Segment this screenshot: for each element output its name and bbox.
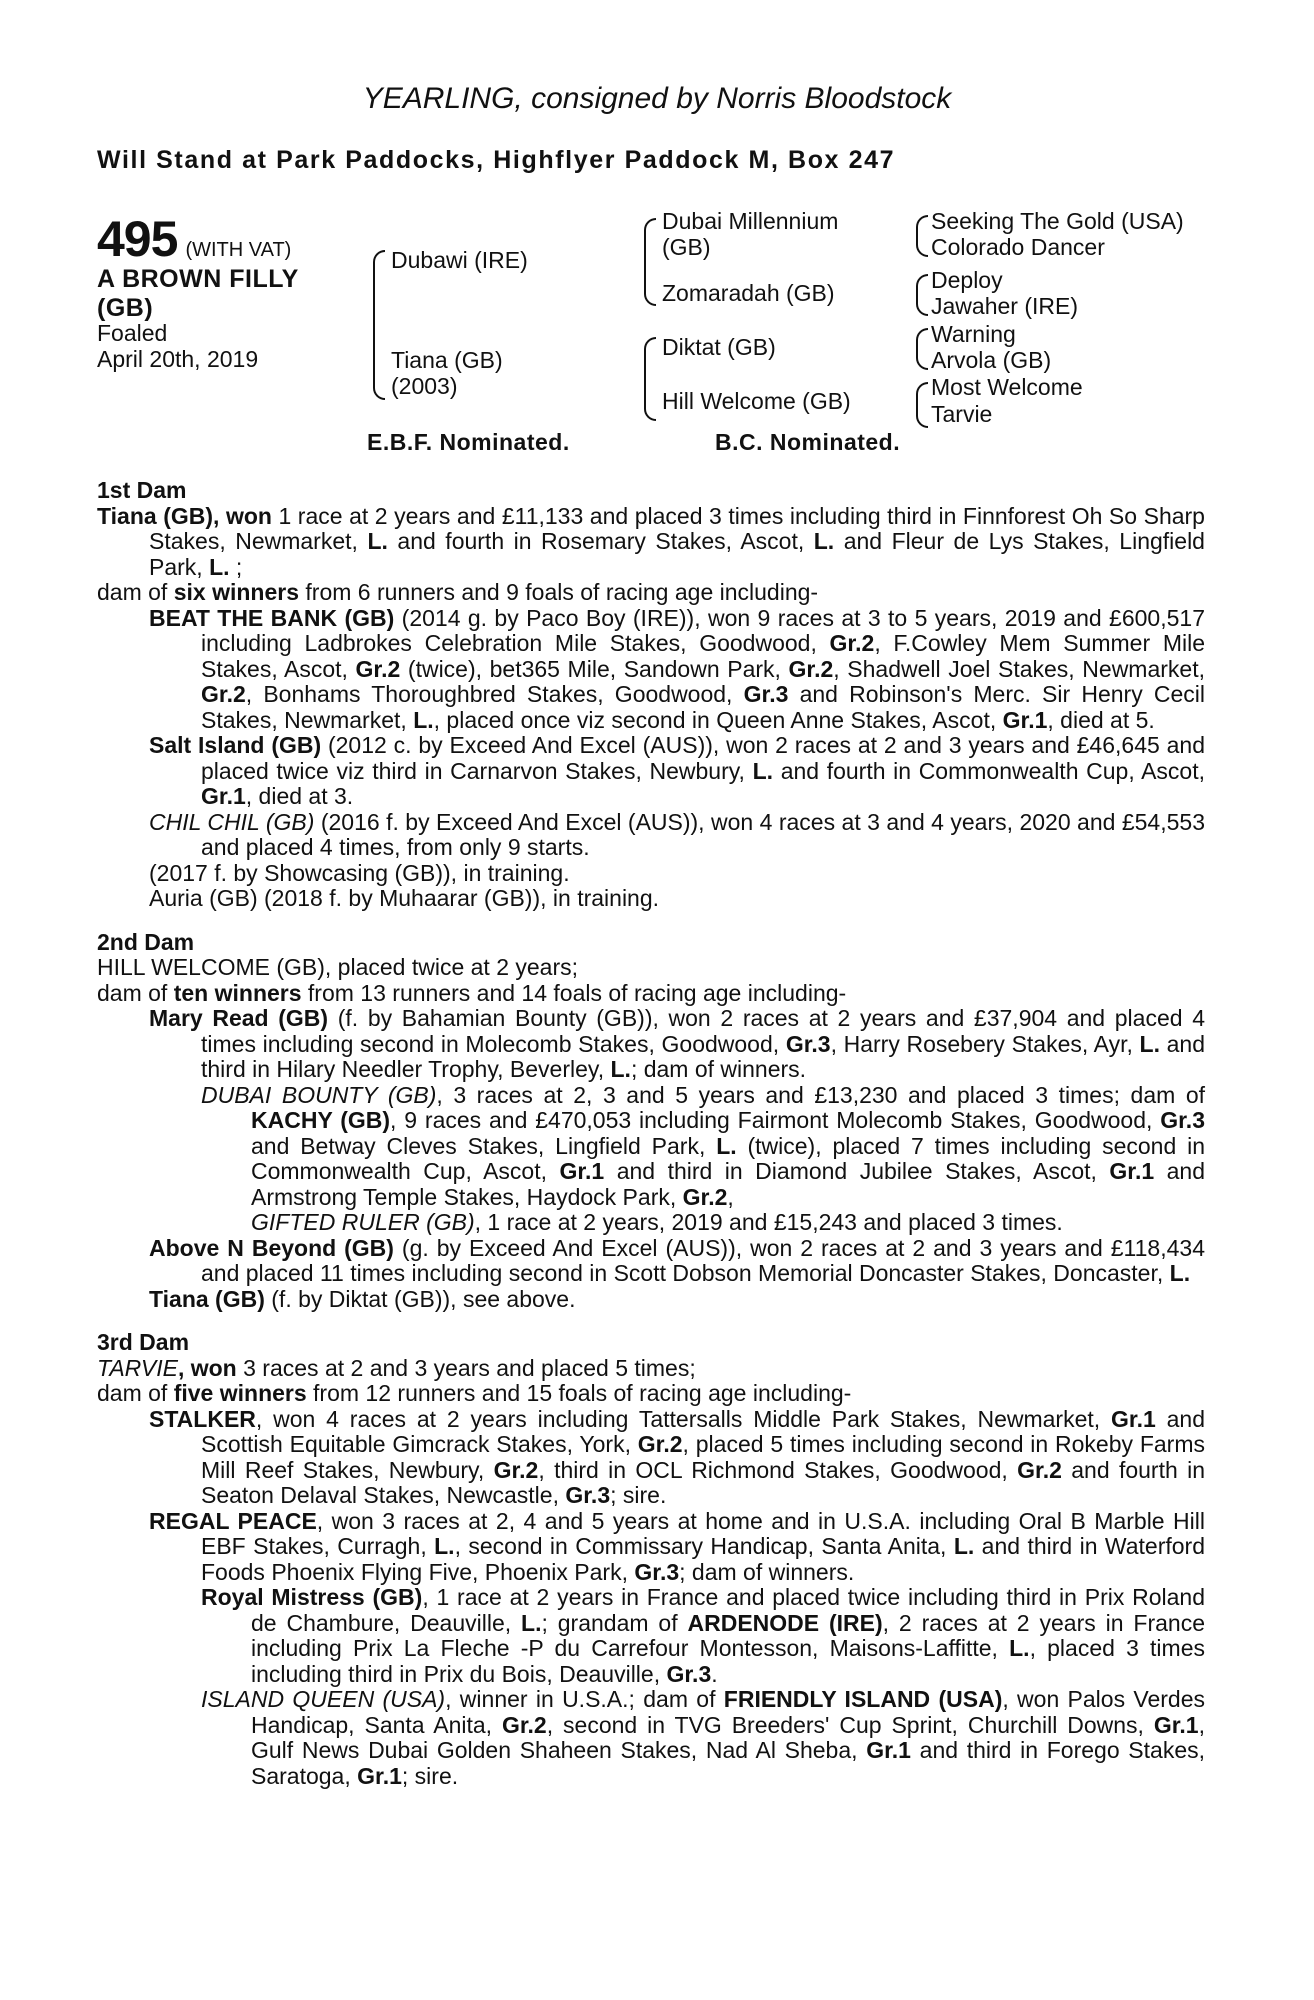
foaled-label: Foaled [97,320,168,346]
pedigree-dsd: Arvola (GB) [931,347,1052,373]
second-dam-heading: 2nd Dam [97,928,195,955]
location-subtitle: Will Stand at Park Paddocks, Highflyer Paddock M, Box 247 [97,146,896,174]
lot-number: 495 [97,211,178,267]
pedigree-brace [916,215,928,257]
vat-label: (WITH VAT) [185,239,292,261]
bc-nominated: B.C. Nominated. [715,429,901,455]
produce-entry: Above N Beyond (GB) (g. by Exceed And Excel (AUS)), won 2 races at 2 and 3 years and £118,434 and placed 11 times including second in Scott Dobson Memorial Doncaster Stakes, Doncaster, L. [149,1234,1205,1286]
second-dam-produce-summary: dam of ten winners from 13 runners and 14 foals of racing age including- [97,979,847,1006]
horse-description [97,265,299,323]
pedigree-brace [916,382,928,428]
pedigree-sire-dam: Zomaradah (GB) [662,280,835,306]
lot-block [97,210,291,268]
pedigree-sss: Seeking The Gold (USA) [931,208,1184,234]
pedigree-ss-country: (GB) [662,234,711,260]
pedigree-dds: Most Welcome [931,374,1083,400]
pedigree-ddd: Tarvie [931,401,993,427]
produce-entry: BEAT THE BANK (GB) (2014 g. by Paco Boy (IRE)), won 9 races at 3 to 5 years, 2019 and £600,517 including Ladbrokes Celebration Mile Stakes, Goodwood, Gr.2, F.Cowley Mem Summer Mile Stakes, Ascot, Gr.2 (twice), bet365 Mile, Sandown Park, Gr.2, Shadwell Joel Stakes, Newmarket, Gr.2, Bonhams Thoroughbred Stakes, Goodwood, Gr.3 and Robinson's Merc. Sir Henry Cecil Stakes, Newmarket, L., placed once viz second in Queen Anne Stakes, Ascot, Gr.1, died at 5. [149,604,1205,733]
pedigree-brace [644,337,656,421]
pedigree-ss-name: Dubai Millennium [662,208,839,234]
first-dam-heading: 1st Dam [97,477,187,503]
produce-entry: STALKER, won 4 races at 2 years including Tattersalls Middle Park Stakes, Newmarket, Gr.1 and Scottish Equitable Gimcrack Stakes, York, Gr.2, placed 5 times including second in Rokeby Farms Mill Reef Stakes, Newbury, Gr.2, third in OCL Richmond Stakes, Goodwood, Gr.2 and fourth in Seaton Delaval Stakes, Newcastle, Gr.3; sire. [149,1405,1206,1508]
pedigree-dss: Warning [931,321,1016,347]
pedigree-brace [644,218,656,306]
pedigree-sire-sire [662,208,838,260]
pedigree-sdd: Jawaher (IRE) [931,293,1078,319]
grand-produce-entry: DUBAI BOUNTY (GB), 3 races at 2, 3 and 5 years and £13,230 and placed 3 times; dam of KACHY (GB), 9 races and £470,053 including Fairmont Molecomb Stakes, Goodwood, Gr.3 and Betway Cleves Stakes, Lingfield Park, L. (twice), placed 7 times including second in Commonwealth Cup, Ascot, Gr.1 and third in Diamond Jubilee Stakes, Ascot, Gr.1 and Armstrong Temple Stakes, Haydock Park, Gr.2, [201,1081,1206,1210]
produce-entry: Auria (GB) (2018 f. by Muhaarar (GB)), in training. [149,885,660,911]
pedigree-dam-sire: Diktat (GB) [662,334,776,360]
catalogue-body [97,478,1205,1789]
foaled-date: April 20th, 2019 [97,346,259,372]
grand-produce-entry: GIFTED RULER (GB), 1 race at 2 years, 2019 and £15,243 and placed 3 times. [251,1209,1063,1235]
foaled-block [97,320,258,372]
produce-entry: (2017 f. by Showcasing (GB)), in training. [149,859,570,886]
ebf-nominated: E.B.F. Nominated. [367,429,570,455]
third-dam-heading: 3rd Dam [97,1329,190,1355]
second-dam-record: HILL WELCOME (GB), placed twice at 2 years; [97,954,579,980]
third-dam-record: TARVIE, won 3 races at 2 and 3 years and placed 5 times; [97,1354,696,1381]
pedigree-ssd: Colorado Dancer [931,234,1105,260]
first-dam-produce-summary: dam of six winners from 6 runners and 9 foals of racing age including- [97,579,819,605]
produce-entry: Tiana (GB) (f. by Diktat (GB)), see above. [149,1285,576,1312]
pedigree-brace [916,328,928,370]
pedigree-sire: Dubawi (IRE) [391,247,528,273]
produce-entry: CHIL CHIL (GB) (2016 f. by Exceed And Excel (AUS)), won 4 races at 3 and 4 years, 2020 and £54,553 and placed 4 times, from only 9 starts. [149,808,1205,860]
pedigree-brace [916,274,928,316]
page-title: YEARLING, consigned by Norris Bloodstock [362,82,952,115]
produce-entry: Mary Read (GB) (f. by Bahamian Bounty (GB)), won 2 races at 2 years and £37,904 and placed 4 times including second in Molecomb Stakes, Goodwood, Gr.3, Harry Rosebery Stakes, Ayr, L. and third in Hilary Needler Trophy, Beverley, L.; dam of winners. [149,1005,1206,1082]
horse-sex-color: A BROWN FILLY [97,265,299,293]
third-dam-produce-summary: dam of five winners from 12 runners and 15 foals of racing age including- [97,1380,852,1406]
dam-name: Tiana (GB) [97,502,214,529]
horse-country: (GB) [97,294,154,322]
pedigree-dam-dam: Hill Welcome (GB) [662,388,851,414]
grand-produce-entry: ISLAND QUEEN (USA), winner in U.S.A.; dam of FRIENDLY ISLAND (USA), won Palos Verdes Handicap, Santa Anita, Gr.2, second in TVG Breeders' Cup Sprint, Churchill Downs, Gr.1, Gulf News Dubai Golden Shaheen Stakes, Nad Al Sheba, Gr.1 and third in Forego Stakes, Saratoga, Gr.1; sire. [201,1686,1205,1789]
pedigree-dam-year: (2003) [391,373,458,399]
produce-entry: Salt Island (GB) (2012 c. by Exceed And Excel (AUS)), won 2 races at 2 and 3 years and £46,645 and placed twice viz third in Carnarvon Stakes, Newbury, L. and fourth in Commonwealth Cup, Ascot, Gr.1, died at 3. [149,732,1205,809]
grand-produce-entry: Royal Mistress (GB), 1 race at 2 years in France and placed twice including third in Prix Roland de Chambure, Deauville, L.; grandam of ARDENODE (IRE), 2 races at 2 years in France including Prix La Fleche -P du Carrefour Montesson, Maisons-Laffitte, L., placed 3 times including third in Prix du Bois, Deauville, Gr.3. [201,1584,1205,1687]
pedigree-dam-name: Tiana (GB) [391,347,503,373]
pedigree-sds: Deploy [931,267,1003,293]
pedigree-dam [391,347,503,399]
pedigree-brace [373,250,385,400]
produce-entry: REGAL PEACE, won 3 races at 2, 4 and 5 years at home and in U.S.A. including Oral B Marble Hill EBF Stakes, Curragh, L., second in Commissary Handicap, Santa Anita, L. and third in Waterford Foods Phoenix Flying Five, Phoenix Park, Gr.3; dam of winners. [149,1507,1206,1585]
first-dam-record: Tiana (GB), won 1 race at 2 years and £11,133 and placed 3 times including third in Finnforest Oh So Sharp Stakes, Newmarket, L. and fourth in Rosemary Stakes, Ascot, L. and Fleur de Lys Stakes, Lingfield Park, L. ; [97,502,1205,580]
